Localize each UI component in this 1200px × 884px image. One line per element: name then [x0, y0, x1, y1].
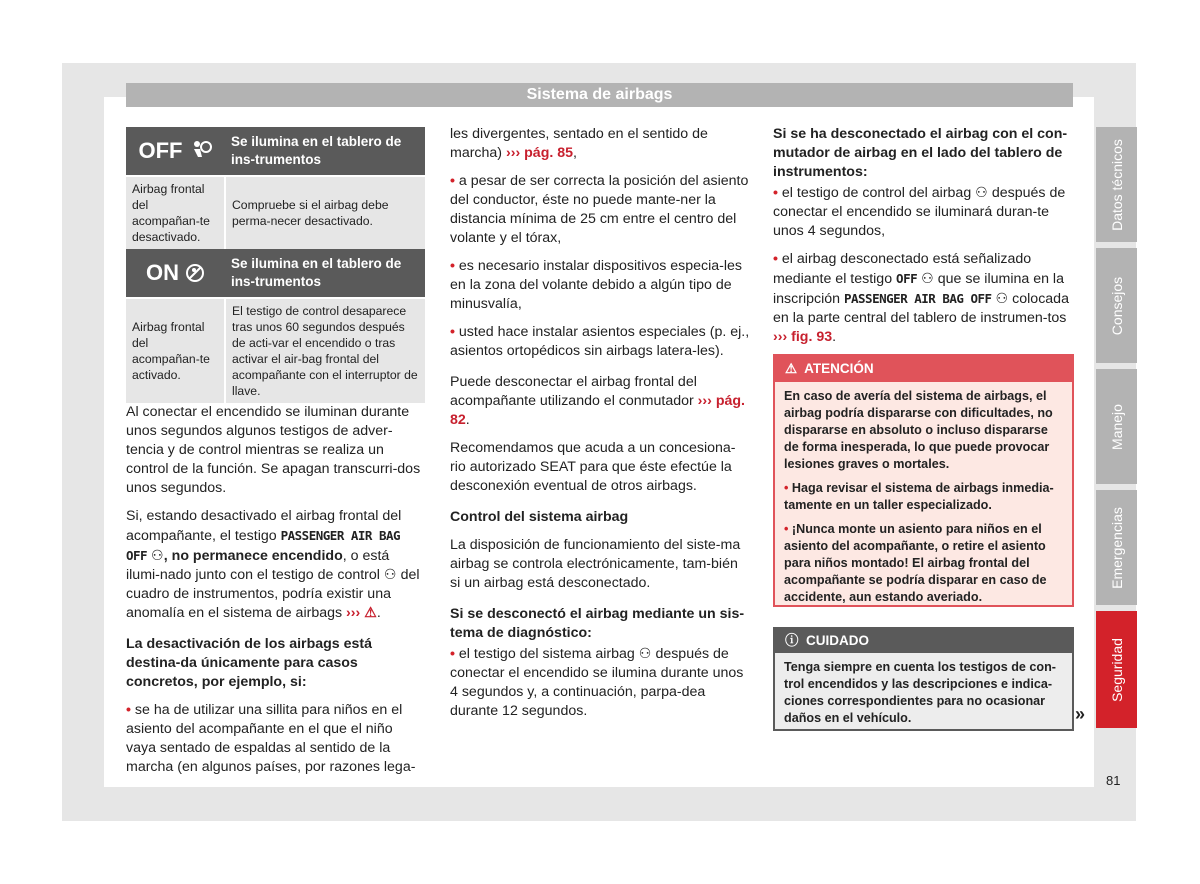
indicator-table-on [126, 249, 425, 403]
bullet-icon: • [773, 185, 778, 201]
bullet-icon: • [450, 173, 455, 189]
subheading: Si se ha desconectado el airbag con el con-mutador de airbag en el lado del tablero de instrumentos: [773, 126, 1068, 180]
list-item: • el testigo del sistema airbag ⚇ después de conectar el encendido se ilumina durante unos 4 segundos y, a continuación, parpa-dea durante 12 segundos. [450, 646, 744, 719]
list-item: • a pesar de ser correcta la posición del asiento del conductor, éste no puede mante-ner la distancia mínima de 25 cm entre el centro del volante y el tórax, [450, 173, 749, 246]
bullet-icon: • [773, 251, 778, 267]
bullet-icon: • [450, 324, 455, 340]
bullet-icon: • [126, 702, 131, 718]
table-cell: Airbag frontal del acompañan-te activado. [126, 298, 225, 403]
table-cell: El testigo de control desaparece tras unos 60 segundos después de acti-var el encendido o tras activar el air-bag frontal del acompañante con el interruptor de llave. [225, 298, 425, 403]
list-item: • Haga revisar el sistema de airbags inmedia-tamente en un taller especializado. [784, 481, 1054, 512]
airbag-on-indicator: ON [126, 249, 225, 297]
airbag-crossed-icon [185, 263, 205, 283]
bullet-icon: • [784, 481, 789, 495]
tab-consejos[interactable]: Consejos [1096, 248, 1137, 363]
paragraph: Al conectar el encendido se iluminan durante unos segundos algunos testigos de adver-tencia y de control mientras se realiza un control de la función. Se apagan transcurri-dos unos segundos. [126, 404, 421, 496]
paragraph: les divergentes, sentado en el sentido de marcha) ››› pág. 85, [450, 126, 708, 161]
list-item: • es necesario instalar dispositivos especia-les en la zona del volante debido a algún tipo de minusvalía, [450, 258, 743, 312]
warning-triangle-icon: ⚠ [364, 605, 377, 621]
continue-mark: » [1075, 704, 1086, 724]
page-link[interactable]: pág. 85 [524, 145, 574, 161]
caution-header: ⓘ CUIDADO [775, 629, 1072, 653]
warning-header: ⚠ ATENCIÓN [775, 356, 1072, 382]
airbag-icon: ⚇ [995, 291, 1009, 307]
list-item: • se ha de utilizar una sillita para niños en el asiento del acompañante en el que el niño vaya sentado de espaldas al sentido de la marcha (en algunos países, por razones lega- [126, 702, 416, 775]
figure-link[interactable]: fig. 93 [791, 329, 833, 345]
tab-datos-tecnicos[interactable]: Datos técnicos [1096, 127, 1137, 242]
tab-manejo[interactable]: Manejo [1096, 369, 1137, 484]
airbag-icon: ⚇ [921, 271, 934, 287]
table-cell: Compruebe si el airbag debe perma-necer desactivado. [225, 176, 425, 249]
warning-box [773, 354, 1074, 607]
reference-arrows: ››› [346, 605, 361, 621]
subheading: Si se desconectó el airbag mediante un sis-tema de diagnóstico: [450, 606, 745, 641]
warning-triangle-icon: ⚠ [785, 361, 798, 376]
paragraph: Si, estando desactivado el airbag frontal del acompañante, el testigo PASSENGER AIR BAG OFF ⚇, no permanece encendido, o está ilumi-nado junto con el testigo de control ⚇ del cuadro de instrumentos, podría existir una anomalía en el sistema de airbags ››› ⚠. [126, 508, 420, 621]
table-header: Se ilumina en el tablero de ins-trumentos [225, 249, 425, 298]
table-cell: Airbag frontal del acompañan-te desactivado. [126, 176, 225, 249]
subheading: La desactivación de los airbags está destina-da únicamente para casos concretos, por ejemplo, si: [126, 636, 373, 690]
info-circle-icon: ⓘ [785, 633, 799, 648]
subheading: Control del sistema airbag [450, 509, 629, 525]
tab-seguridad[interactable]: Seguridad [1096, 611, 1137, 728]
bullet-icon: • [450, 646, 455, 662]
caution-box [773, 627, 1074, 731]
bullet-icon: • [784, 522, 789, 536]
tab-emergencias[interactable]: Emergencias [1096, 490, 1137, 605]
table-header: Se ilumina en el tablero de ins-trumentos [225, 127, 425, 176]
airbag-icon: ⚇ [638, 646, 652, 662]
warning-text: En caso de avería del sistema de airbags, el airbag podría dispararse con dificultades, no dispararse en absoluto o incluso dispararse de forma inesperada, lo que puede provocar lesiones graves o mortales. [784, 389, 1053, 471]
page-link[interactable]: pág. 82 [450, 393, 745, 428]
paragraph: Recomendamos que acuda a un concesiona-rio autorizado SEAT para que éste efectúe la desconexión eventual de otros airbags. [450, 440, 736, 494]
bullet-icon: • [450, 258, 455, 274]
airbag-icon: ⚇ [383, 567, 397, 583]
reference-arrows: ››› [506, 145, 521, 161]
reference-arrows: ››› [697, 393, 712, 409]
airbag-icon: ⚇ [151, 548, 164, 564]
indicator-table-off [126, 127, 425, 249]
passenger-airbag-off-label: PASSENGER AIR BAG OFF [126, 528, 401, 563]
paragraph: La disposición de funcionamiento del siste-ma airbag se controla electrónicamente, tam-bién si un airbag está desconectado. [450, 537, 741, 591]
column-2 [450, 125, 750, 730]
paragraph: Puede desconectar el airbag frontal del acompañante utilizando el conmutador ››› pág. 82. [450, 374, 745, 428]
column-1 [126, 403, 425, 786]
section-header: Sistema de airbags [126, 83, 1073, 107]
list-item: • el testigo de control del airbag ⚇ después de conectar el encendido se iluminará duran-te unos 4 segundos, [773, 185, 1066, 239]
caution-text: Tenga siempre en cuenta los testigos de con-trol encendidos y las descripciones e indica-ciones correspondientes para no ocasionar daños en el vehículo. [784, 660, 1056, 725]
airbag-off-indicator: OFF [126, 127, 225, 175]
list-item: • el airbag desconectado está señalizado mediante el testigo OFF ⚇ que se ilumina en la inscripción PASSENGER AIR BAG OFF ⚇ colocada en la parte central del tablero de instrumen-tos ››› fig. 93. [773, 251, 1069, 345]
airbag-icon: ⚇ [975, 185, 988, 201]
airbag-icon [189, 139, 213, 163]
list-item: • usted hace instalar asientos especiales (p. ej., asientos ortopédicos sin airbags latera-les). [450, 324, 750, 359]
reference-arrows: ››› [773, 329, 788, 345]
list-item: • ¡Nunca monte un asiento para niños en el asiento del acompañante, o retire el asiento para niños montado! El airbag frontal del acompañante se podría disparar en caso de accidente, aun estando averiado. [784, 522, 1047, 604]
column-3 [773, 125, 1073, 356]
passenger-airbag-off-label: PASSENGER AIR BAG OFF [843, 291, 992, 306]
page-number: 81 [1106, 773, 1121, 788]
